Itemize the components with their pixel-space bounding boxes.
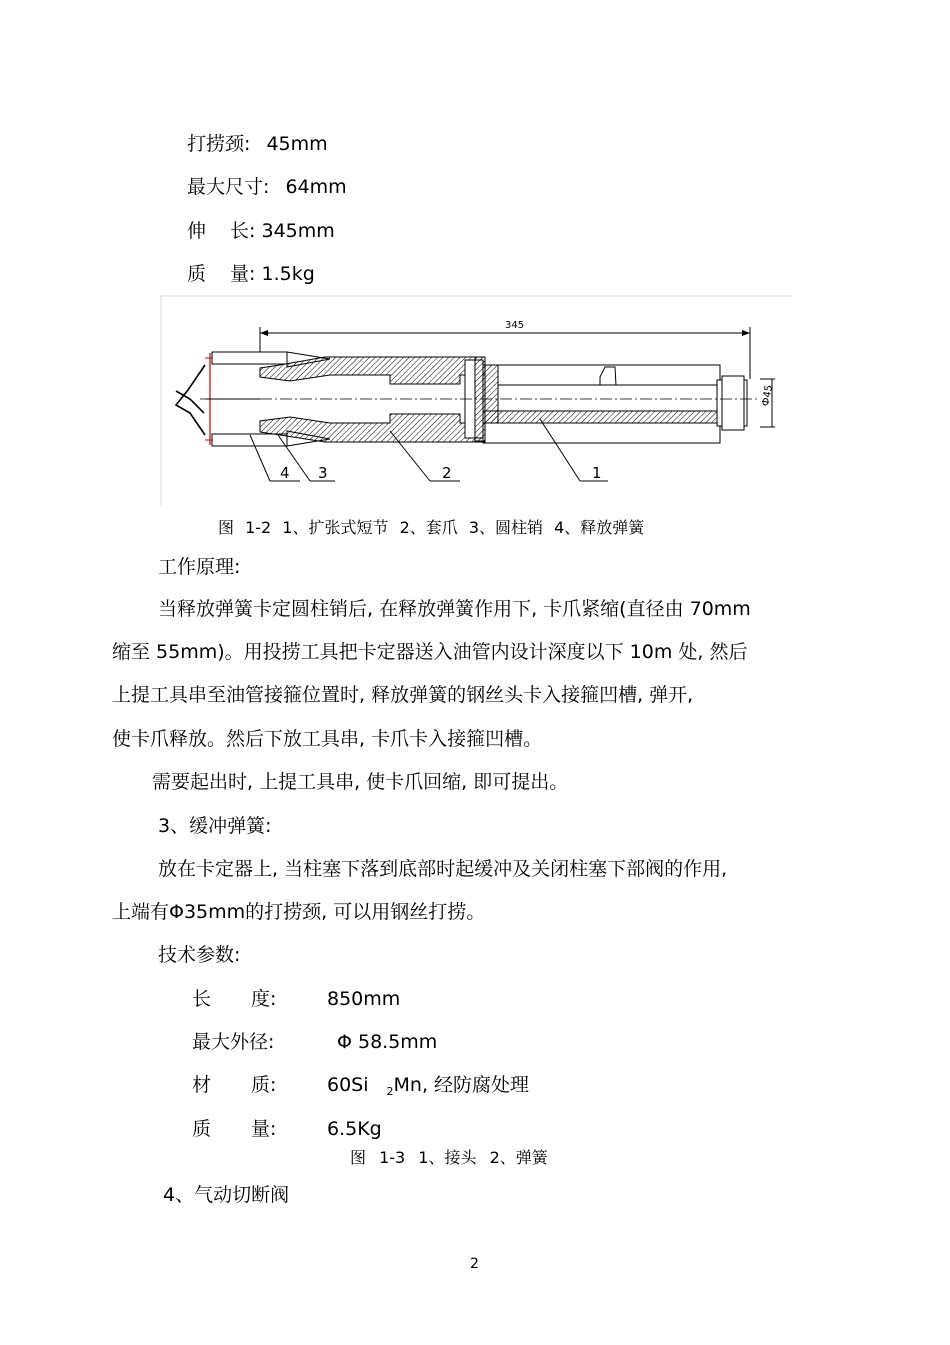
principle-para-2: 需要起出时, 上提工具串, 使卡爪回缩, 即可提出。 [152,771,569,793]
spec-value: 45mm [266,133,328,155]
page-number: 2 [470,1256,479,1272]
dimension-top-label: 345 [505,320,525,331]
part-number-3: 3 [318,464,328,482]
spec-mass-value: 6.5Kg [327,1118,382,1140]
spec-length-value: 850mm [327,988,401,1010]
figure-1-2-drawing [160,295,792,507]
spec-value: 1.5kg [261,263,315,285]
spec-fishing-neck [187,132,328,156]
spec-value: 64mm [285,176,347,198]
principle-line-4: 使卡爪释放。然后下放工具串, 卡爪卡入接箍凹槽。 [112,728,543,750]
spec-label: 打捞颈: [187,133,251,155]
section-3-line-2: 上端有Φ35mm的打捞颈, 可以用钢丝打捞。 [112,901,486,923]
spec-max-size [187,175,347,199]
spec-od-value: Φ 58.5mm [337,1031,438,1053]
material-subscript: 2 [386,1085,394,1098]
spec-length-label: 长 度: [192,988,277,1010]
spec-label: 最大尺寸: [187,176,270,198]
principle-line-2: 缩至 55mm)。用投捞工具把卡定器送入油管内设计深度以下 10m 处, 然后 [112,641,748,663]
section-3-heading: 3、缓冲弹簧: [158,815,272,837]
material-part-b: Mn, 经防腐处理 [393,1074,530,1096]
part-number-1: 1 [592,464,602,482]
dimension-right-label: Ф45 [760,384,776,408]
figure-1-2-caption: 图 1-2 1、扩张式短节 2、套爪 3、圆柱销 4、释放弹簧 [218,518,645,537]
section-3-line-1: 放在卡定器上, 当柱塞下落到底部时起缓冲及关闭柱塞下部阀的作用, [158,858,728,880]
spec-label: 质 量: [187,263,256,285]
spec-value: 345mm [261,220,335,242]
spec-material-label: 材 质: [192,1074,277,1096]
material-part-a: 60Si [327,1074,369,1096]
tech-params-heading: 技术参数: [158,944,241,966]
spec-mass-label: 质 量: [192,1118,277,1140]
spec-mass [187,262,315,286]
spec-material-value [327,1073,529,1100]
spec-label: 伸 长: [187,220,256,242]
section-4-heading: 4、气动切断阀 [163,1184,290,1206]
part-number-2: 2 [442,464,452,482]
spec-extension [187,219,335,243]
spec-od-label: 最大外径: [192,1031,275,1053]
principle-line-1: 当释放弹簧卡定圆柱销后, 在释放弹簧作用下, 卡爪紧缩(直径由 70mm [158,598,751,620]
figure-1-3-caption: 图 1-3 1、接头 2、弹簧 [350,1148,548,1167]
principle-line-3: 上提工具串至油管接箍位置时, 释放弹簧的钢丝头卡入接箍凹槽, 弹开, [112,684,694,706]
principle-heading: 工作原理: [158,556,241,578]
part-number-4: 4 [280,464,290,482]
